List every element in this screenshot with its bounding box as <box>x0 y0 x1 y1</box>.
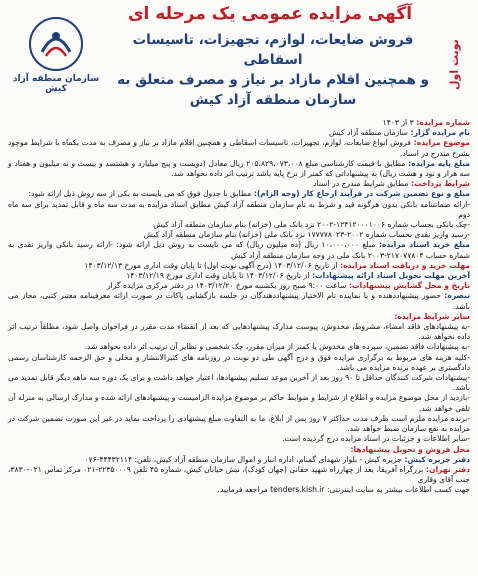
header <box>0 0 478 122</box>
notice-row <box>8 189 470 199</box>
notice-row <box>8 159 470 179</box>
notice-row <box>8 322 470 342</box>
row-text: مطابق با جدول فوق که می بایست به یکی از سه روش ذیل ارائه شود: <box>28 189 252 199</box>
notice-row <box>8 271 470 281</box>
logo-caption: سازمان منطقه آزاد کیش <box>12 74 100 94</box>
row-text: ساعت ۹:۰۰ صبح روز یکشنبه مورخ ۱۴۰۳/۱۲/۲۰ در دفتر مرکزی مزایده گزار <box>107 281 347 291</box>
row-label: سایر شرایط مزایده: <box>394 311 470 321</box>
notice-row <box>8 312 470 322</box>
row-label: مبلغ خرید اسناد مزایده: <box>375 240 470 250</box>
notice-row <box>8 465 470 485</box>
notice-body <box>8 118 470 496</box>
row-text: سازمان منطقه آزاد کیش <box>328 128 408 138</box>
row-text: فروش انواع ضایعات، لوازم، تجهیزات، تاسیسات اسقاطی و همچنین اقلام مازاد بر نیاز و مصرف به مدت یکماه با شرایط موجود بشرح مندرج در اسناد. <box>8 138 470 158</box>
notice-row <box>8 485 470 495</box>
row-text: جهت کسب اطلاعات بیشتر به سایت اینترنتی: tenders.kish.ir مراجعه فرمایید. <box>217 485 470 495</box>
row-text: مبلغ ۱۰،۰۰۰،۰۰۰ ریال (ده میلیون ریال) که می بایست به روش ذیل ارائه شود: -ارائه رسید بانکی واریز نقدی به شماره حساب ۲۱۷۰۷۷۸۰۴-۲۰۰۳ بانک ملی در وجه سازمان منطقه آزاد کیش <box>8 240 470 260</box>
notice-row <box>8 179 470 189</box>
row-text: ۳ از ۱۴۰۳ <box>382 118 414 127</box>
row-text: -بازدید از محل موضوع مزایده و اطلاع از شرایط و ضوابط حاکم بر موضوع مزایده الزامیست و پیشنهادهای ارائه شده و مدارک ارسالی به منزله آن تلقی خواهد شد. <box>8 393 470 413</box>
row-label: آخرین مهلت تحویل اسناد ارائه پیشنهادات: <box>309 271 470 281</box>
notice-subtitle <box>108 30 438 110</box>
row-text: -برنده مزایده ملزم است ظرف مدت حداکثر ۷ روز پس از ابلاغ، ما به التفاوت مبلغ پیشنهادی را پرداخت نماید در غیر این صورت تضمین شرکت در مزایده به نفع سازمان ضبط خواهد شد. <box>8 413 470 434</box>
notice-row <box>8 373 470 393</box>
notice-row <box>8 128 470 138</box>
notice-row <box>8 342 470 352</box>
row-label: شرایط پرداخت: <box>408 179 470 189</box>
notice-row <box>8 200 470 220</box>
row-text: از تاریخ ۱۴۰۳/۱۲/۰۶ (درج آگهی نوبت اول) تا پایان وقت اداری مورخ ۱۴۰۳/۱۲/۱۳ <box>84 260 338 270</box>
subtitle-line-2: و همچنین اقلام مازاد بر نیاز و مصرف متعلق به <box>117 72 429 88</box>
row-label: شماره مزایده: <box>413 118 470 127</box>
row-text: از تاریخ ۱۴۰۳/۱۲/۰۶ تا پایان وقت اداری مورخ ۱۴۰۳/۱۲/۱۹ <box>126 271 310 281</box>
notice-row <box>8 445 470 455</box>
row-label: مبلغ پایه مزایده: <box>405 158 470 168</box>
row-text: -چک بانکی بحساب شماره ۱۲۴۱۲۰۰۰۱۰۰۶-۲۰۰۲ نزد بانک ملی (خزانه) بنام سازمان منطقه آزاد کیش <box>153 220 470 230</box>
round-badge: نوبت اول <box>448 39 461 91</box>
row-label: تاریخ و محل گشایش پیشنهادات: <box>346 281 470 291</box>
row-text: -سایر اطلاعات و جزئیات در اسناد مزایده درج گردیده است. <box>281 434 470 444</box>
row-text: -ارائه ضمانتنامه بانکی بدون هرگونه قید و شرط به نام سازمان منطقه آزاد کیش مطابق اسناد مزایده به مدت سه ماه و قابل تمدید برای سه ماه دوم <box>8 199 470 219</box>
row-text: جزیره کیش - بلوار شهدای گمنام، اداره انبار و اموال سازمان منطقه آزاد کیش، تلفن: ۴۴۴۳۲۱۱۴-۰۷۶ <box>84 454 402 464</box>
row-text: مطابق با قیمت کارشناسی مبلغ ۲۰۵،۸۲۹،۰۷۳،۰۰۸ ریال معادل (دویست و پنج میلیارد و هشتصد و بیست و نه میلیون و هفتاد و سه هزار و نود و هشت ریال) به پیشنهاداتی که کمتر از نرخ پایه باشد ترتیب اثر داده نخواهد شد. <box>8 158 470 179</box>
row-label: موضوع مزایده: <box>410 138 471 148</box>
row-label: نام مزایده گزار: <box>407 128 470 138</box>
row-label: تبصره: <box>440 291 470 301</box>
row-label: مبلغ و نوع تضمین شرکت در فرآیند ارجاع کار (وجه الزام): <box>251 189 470 199</box>
notice-row <box>8 240 470 260</box>
row-label: محل فروش و تحویل پیشنهادها: <box>350 444 470 454</box>
row-text: -کلیه هزینه های مربوط به برگزاری مزایده فوق و درج آگهی طی دو نوبت در روزنامه های کثیرالانتشار و محلی و حق الزحمه کارشناسان رسمی دادگستری بر عهده برنده مزایده می باشد. <box>8 352 470 372</box>
notice-row <box>8 230 470 240</box>
notice-row <box>8 353 470 373</box>
subtitle-line-1: فروش ضایعات، لوازم، تجهیزات، تاسیسات اسقاطی <box>132 32 414 68</box>
row-text: بزرگراه آفریقا، بعد از چهارراه شهید حقانی (جهان کودک)، نبش خیابان کیش، شماره ۴۵ تلفن ۲۲۳۵۰۰۰۹-۰۲۱ مرکز تماس ۰۲۱-۳۸۳۰، جنب آقای وقاری <box>8 464 470 485</box>
notice-row <box>8 261 470 271</box>
notice-row <box>8 414 470 434</box>
row-text: -به پیشنهادهای فاقد امضاء، مشروط، مخدوش، پیوست مدارک پیشنهادهایی که بعد از انقضاء مدت مقرر در فراخوان واصل شود، مطلقاً ترتیب اثر داده نخواهد شد. <box>8 322 470 342</box>
notice-row <box>8 434 470 444</box>
row-label: دفتر تهران: <box>423 464 470 474</box>
subtitle-line-3: سازمان منطقه آزاد کیش <box>189 92 357 108</box>
notice-row <box>8 118 470 128</box>
notice-row <box>8 281 470 291</box>
notice-row <box>8 138 470 158</box>
row-text: حضور پیشنهاددهنده و یا نماینده تام الاختیار پیشنهاددهندگان در جلسه بازگشایی پاکات در صورت ارائه معرفینامه معتبر کتبی، مجاز می باشد. <box>8 291 470 311</box>
notice-row <box>8 455 470 465</box>
kish-logo-icon <box>28 16 84 72</box>
kish-logo <box>10 16 102 94</box>
notice-row <box>8 291 470 311</box>
notice-title: آگهی مزایده عمومی یک مرحله ای <box>127 4 413 24</box>
row-text: -رسید واریز نقدی بحساب شماره ۲۰۰۲-۱۷۷۷۷۸۰۲۳ نزد بانک ملی (خزانه) بنام سازمان منطقه آزاد کیش <box>143 230 470 240</box>
row-label: دفتر جزیره کیش: <box>401 454 470 464</box>
notice-row <box>8 393 470 413</box>
row-text: مطابق شرایط مندرج در اسناد <box>313 179 409 189</box>
row-text: -به پیشنهادات فاقد تضمین، سپرده های مخدوش یا کمتر از میزان مقرر، چک شخصی و نظایر آن ترتیب اثر داده نخواهد شد. <box>84 342 470 352</box>
row-text: -پیشنهادات شرکت کنندگان حداقل تا ۹۰ روز بعد از آخرین موعد تسلیم پیشنهادها، اعتبار خواهد داشت و برای یک دوره سه ماهه دیگر قابل تمدید می باشد. <box>8 373 470 393</box>
notice-row <box>8 220 470 230</box>
row-label: مهلت خرید و دریافت اسناد مزایده: <box>337 260 470 270</box>
